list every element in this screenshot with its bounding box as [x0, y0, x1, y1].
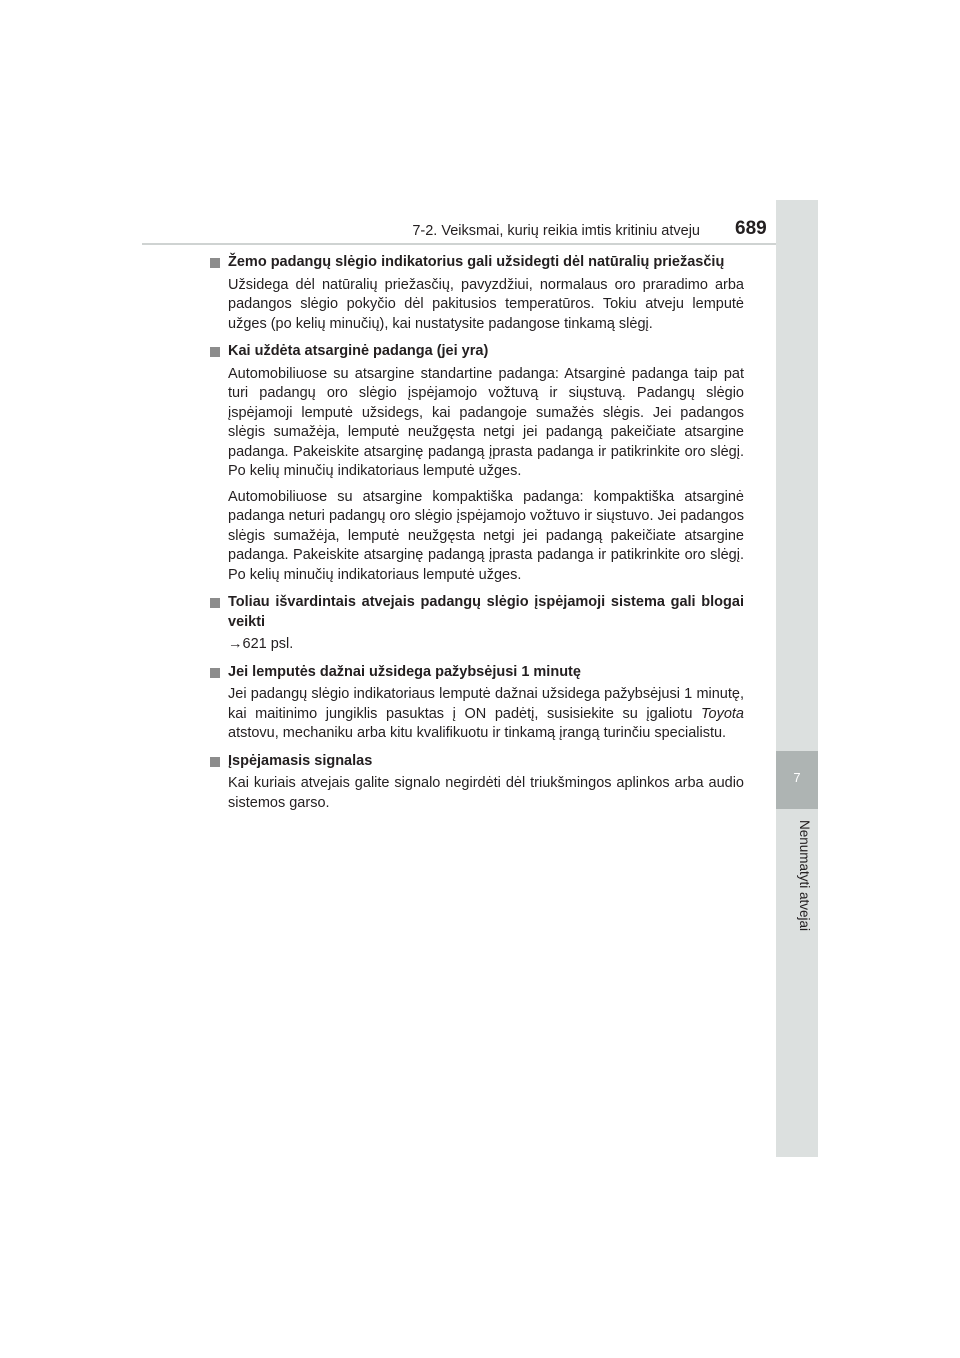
running-header-title: 7-2. Veiksmai, kurių reikia imtis kritiniu atveju [412, 223, 700, 239]
section-heading [210, 593, 744, 632]
section-heading [210, 253, 744, 273]
square-bullet-icon [210, 668, 220, 678]
square-bullet-icon [210, 258, 220, 268]
section-heading-text: Jei lemputės dažnai užsidega pažybsėjusi 1 minutę [228, 663, 581, 680]
square-bullet-icon [210, 598, 220, 608]
section-heading-text: Kai uždėta atsarginė padanga (jei yra) [228, 343, 489, 359]
section-paragraph: Automobiliuose su atsargine kompaktiška padanga: kompaktiška atsarginė padanga neturi padangų oro slėgio įspėjamojo vožtuvo ir siųstuvo. Jei padangos slėgis sumažėja, lemputė neužgęsta netgi jei padangą pakeičiate atsargine padanga. Pakeiskite atsarginę padangą įprasta padanga ir patikrinkite oro slėgį. Po kelių minučių indikatoriaus lemputė užges. [228, 488, 744, 583]
page-number: 689 [735, 218, 767, 239]
chapter-label: Nenumatyti atvejai [797, 820, 812, 932]
section-heading-text: Toliau išvardintais atvejais padangų slėgio įspėjamoji sistema gali blogai veikti [228, 594, 744, 630]
section-heading-text: Įspėjamasis signalas [228, 752, 373, 769]
section-spare-tire [210, 342, 744, 585]
paragraph-text-end: atstovu, mechaniku arba kitu kvalifikuotu ir tinkamą įrangą turinčiu specialistu. [228, 725, 727, 741]
section-paragraph: Automobiliuose su atsargine standartine padanga: Atsarginė padanga taip pat turi padangų oro slėgio įspėjamojo vožtuvą ir siųstuvą. Padangų slėgio įspėjamoji lemputė užsidegs, kai padangoje sumažės slėgis. Jei padangos slėgis sumažėja, lemputė neužgęsta netgi jei padangą pakeičiate atsargine padanga. Pakeiskite atsarginę padangą įprasta padanga ir patikrinkite oro slėgį. Po kelių minučių indikatoriaus lemputė užges. [228, 365, 744, 479]
section-paragraph: Užsidega dėl natūralių priežasčių, pavyzdžiui, normalaus oro praradimo arba padangos slėgio pokyčio dėl pakitusios temperatūros. Tokiu atveju lemputė užges (po kelių minučių), kai nustatysite padangose tinkamą slėgį. [228, 276, 744, 332]
chapter-number: 7 [793, 770, 801, 785]
section-paragraph: Kai kuriais atvejais galite signalo negirdėti dėl triukšmingos aplinkos arba audio sistemos garso. [228, 775, 744, 811]
section-malfunction-cases [210, 593, 744, 655]
section-heading [210, 663, 744, 683]
section-heading [210, 752, 744, 772]
page-reference: →621 psl. [228, 636, 294, 652]
page-content [210, 253, 744, 821]
brand-name: Toyota [701, 705, 744, 722]
square-bullet-icon [210, 347, 220, 357]
square-bullet-icon [210, 757, 220, 767]
section-blinking-light [210, 663, 744, 744]
section-low-pressure-natural [210, 253, 744, 334]
chapter-side-tab [776, 200, 818, 1157]
paragraph-text-start: Jei padangų slėgio indikatoriaus lemputė dažnai užsidega pažybsėjusi 1 minutę, kai maitinimo jungiklis pasuktas į ON padėtį, susisiekite su įgaliotu [228, 686, 744, 722]
section-warning-buzzer [210, 752, 744, 814]
section-heading [210, 342, 744, 362]
section-heading-text: Žemo padangų slėgio indikatorius gali užsidegti dėl natūralių priežasčių [228, 254, 725, 270]
section-paragraph [210, 685, 744, 744]
header-rule [142, 243, 818, 245]
